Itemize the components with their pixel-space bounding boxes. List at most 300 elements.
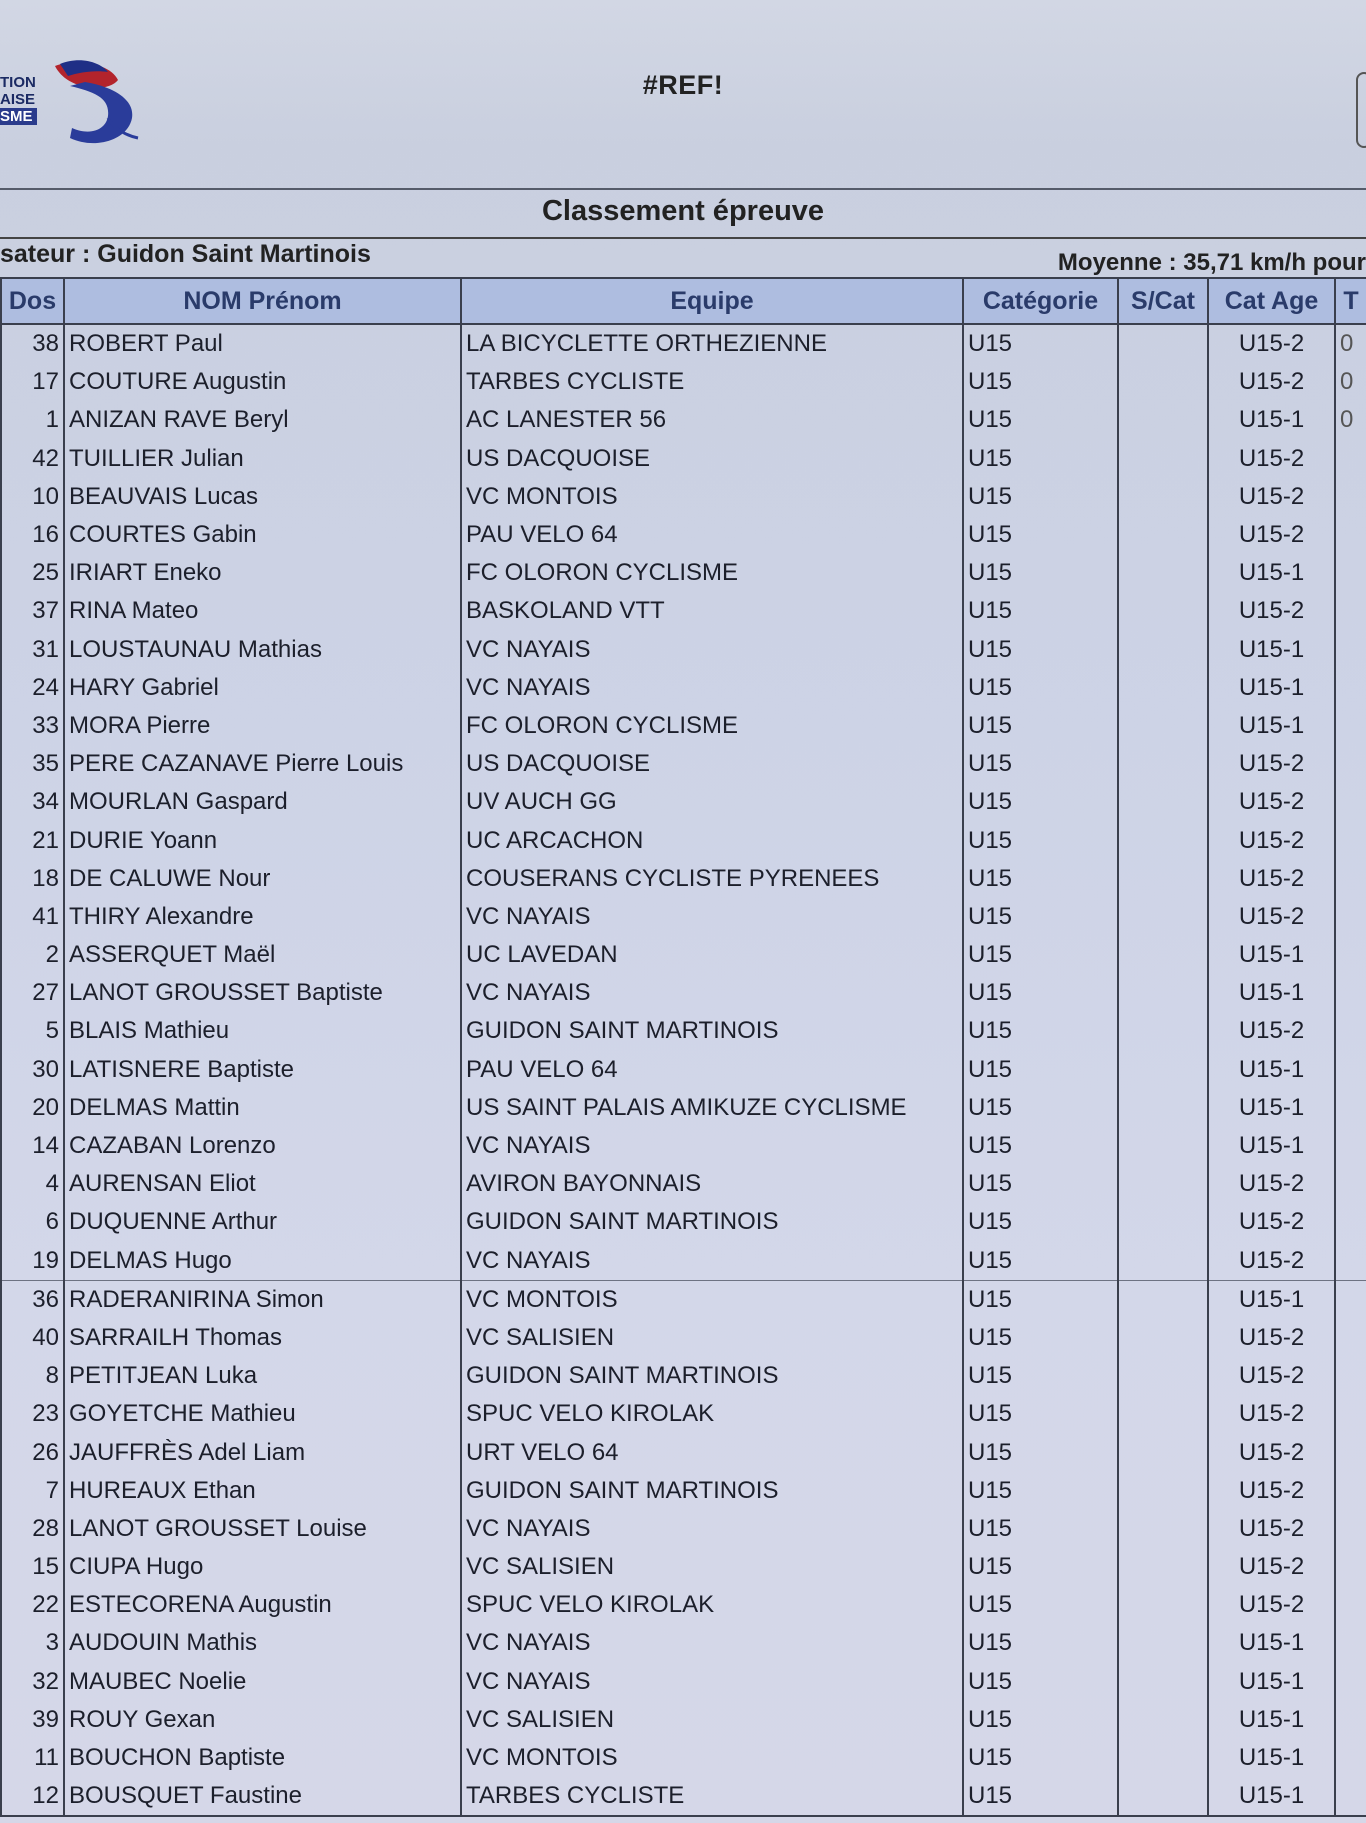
rider-name: GOYETCHE Mathieu	[64, 1395, 461, 1433]
corner-frame	[1356, 72, 1366, 148]
category: U15	[963, 783, 1118, 821]
cat-age: U15-2	[1208, 783, 1335, 821]
team-name: VC MONTOIS	[461, 478, 963, 516]
average-speed: Moyenne : 35,71 km/h pour	[1057, 249, 1366, 276]
bib-number: 21	[1, 821, 64, 859]
table-row	[1, 821, 1366, 859]
bib-number: 36	[1, 1280, 64, 1319]
rider-name: DELMAS Mattin	[64, 1089, 461, 1127]
t-value	[1335, 1624, 1366, 1662]
t-value	[1335, 974, 1366, 1012]
category: U15	[963, 898, 1118, 936]
team-name: SPUC VELO KIROLAK	[461, 1586, 963, 1624]
team-name: VC SALISIEN	[461, 1548, 963, 1586]
cat-age: U15-1	[1208, 1777, 1335, 1816]
rider-name: DELMAS Hugo	[64, 1242, 461, 1281]
category: U15	[963, 363, 1118, 401]
bib-number: 6	[1, 1203, 64, 1241]
t-value	[1335, 1319, 1366, 1357]
cat-age: U15-2	[1208, 1433, 1335, 1471]
cat-age: U15-2	[1208, 1357, 1335, 1395]
t-value	[1335, 898, 1366, 936]
bib-number: 14	[1, 1127, 64, 1165]
subcategory	[1118, 1624, 1208, 1662]
t-value	[1335, 554, 1366, 592]
subcategory	[1118, 363, 1208, 401]
t-value	[1335, 1012, 1366, 1050]
team-name: VC NAYAIS	[461, 1127, 963, 1165]
subcategory	[1118, 1280, 1208, 1319]
table-row	[1, 745, 1366, 783]
category: U15	[963, 1510, 1118, 1548]
subcategory	[1118, 1777, 1208, 1816]
subcategory	[1118, 1701, 1208, 1739]
cat-age: U15-1	[1208, 1701, 1335, 1739]
subcategory	[1118, 860, 1208, 898]
subcategory	[1118, 1089, 1208, 1127]
cat-age: U15-2	[1208, 440, 1335, 478]
table-row	[1, 1089, 1366, 1127]
cat-age: U15-1	[1208, 631, 1335, 669]
subcategory	[1118, 821, 1208, 859]
category: U15	[963, 1051, 1118, 1089]
rider-name: DE CALUWE Nour	[64, 860, 461, 898]
table-row	[1, 1319, 1366, 1357]
header-cat-age: Cat Age	[1208, 278, 1335, 324]
rider-name: BEAUVAIS Lucas	[64, 478, 461, 516]
category: U15	[963, 478, 1118, 516]
t-value	[1335, 440, 1366, 478]
subcategory	[1118, 1548, 1208, 1586]
subcategory	[1118, 783, 1208, 821]
rider-name: BOUCHON Baptiste	[64, 1739, 461, 1777]
team-name: UC ARCACHON	[461, 821, 963, 859]
bib-number: 27	[1, 974, 64, 1012]
table-row	[1, 554, 1366, 592]
cat-age: U15-2	[1208, 1203, 1335, 1241]
category: U15	[963, 936, 1118, 974]
rider-name: CIUPA Hugo	[64, 1548, 461, 1586]
table-row	[1, 860, 1366, 898]
t-value	[1335, 516, 1366, 554]
cat-age: U15-1	[1208, 1739, 1335, 1777]
cat-age: U15-2	[1208, 478, 1335, 516]
subcategory	[1118, 1663, 1208, 1701]
divider-title	[0, 237, 1366, 239]
subcategory	[1118, 1395, 1208, 1433]
table-row	[1, 1548, 1366, 1586]
team-name: VC NAYAIS	[461, 1663, 963, 1701]
subcategory	[1118, 745, 1208, 783]
subcategory	[1118, 1242, 1208, 1281]
team-name: URT VELO 64	[461, 1433, 963, 1471]
t-value	[1335, 1548, 1366, 1586]
bib-number: 16	[1, 516, 64, 554]
cat-age: U15-2	[1208, 1586, 1335, 1624]
rider-name: DUQUENNE Arthur	[64, 1203, 461, 1241]
cat-age: U15-1	[1208, 1051, 1335, 1089]
bib-number: 38	[1, 324, 64, 363]
subcategory	[1118, 1472, 1208, 1510]
category: U15	[963, 1280, 1118, 1319]
table-row	[1, 898, 1366, 936]
logo-line-1: TION	[0, 74, 36, 91]
t-value: 0	[1335, 324, 1366, 363]
category: U15	[963, 745, 1118, 783]
t-value	[1335, 821, 1366, 859]
rider-name: LANOT GROUSSET Baptiste	[64, 974, 461, 1012]
cat-age: U15-1	[1208, 1663, 1335, 1701]
bib-number: 24	[1, 669, 64, 707]
ref-error-title: #REF!	[642, 70, 724, 100]
category: U15	[963, 1395, 1118, 1433]
team-name: VC NAYAIS	[461, 974, 963, 1012]
cat-age: U15-1	[1208, 401, 1335, 439]
subcategory	[1118, 1012, 1208, 1050]
team-name: FC OLORON CYCLISME	[461, 707, 963, 745]
table-row	[1, 783, 1366, 821]
rider-name: MOURLAN Gaspard	[64, 783, 461, 821]
category: U15	[963, 1165, 1118, 1203]
team-name: TARBES CYCLISTE	[461, 1777, 963, 1816]
cat-age: U15-2	[1208, 324, 1335, 363]
team-name: VC NAYAIS	[461, 669, 963, 707]
table-row	[1, 936, 1366, 974]
rider-name: MORA Pierre	[64, 707, 461, 745]
bib-number: 39	[1, 1701, 64, 1739]
table-row	[1, 1510, 1366, 1548]
category: U15	[963, 974, 1118, 1012]
rider-name: ANIZAN RAVE Beryl	[64, 401, 461, 439]
t-value	[1335, 1165, 1366, 1203]
subcategory	[1118, 974, 1208, 1012]
bib-number: 41	[1, 898, 64, 936]
bib-number: 20	[1, 1089, 64, 1127]
bib-number: 37	[1, 592, 64, 630]
t-value	[1335, 860, 1366, 898]
bib-number: 15	[1, 1548, 64, 1586]
team-name: VC NAYAIS	[461, 898, 963, 936]
rider-name: AURENSAN Eliot	[64, 1165, 461, 1203]
divider-top	[0, 188, 1366, 190]
subcategory	[1118, 516, 1208, 554]
bib-number: 40	[1, 1319, 64, 1357]
rider-name: LANOT GROUSSET Louise	[64, 1510, 461, 1548]
cat-age: U15-2	[1208, 592, 1335, 630]
category: U15	[963, 1663, 1118, 1701]
t-value	[1335, 1203, 1366, 1241]
cat-age: U15-1	[1208, 1127, 1335, 1165]
cat-age: U15-1	[1208, 707, 1335, 745]
subcategory	[1118, 707, 1208, 745]
category: U15	[963, 821, 1118, 859]
team-name: VC SALISIEN	[461, 1701, 963, 1739]
subcategory	[1118, 1051, 1208, 1089]
subcategory	[1118, 1510, 1208, 1548]
t-value	[1335, 1472, 1366, 1510]
bib-number: 17	[1, 363, 64, 401]
rider-name: HARY Gabriel	[64, 669, 461, 707]
t-value: 0	[1335, 401, 1366, 439]
category: U15	[963, 1548, 1118, 1586]
bib-number: 3	[1, 1624, 64, 1662]
category: U15	[963, 401, 1118, 439]
team-name: AC LANESTER 56	[461, 401, 963, 439]
bib-number: 33	[1, 707, 64, 745]
header-category: Catégorie	[963, 278, 1118, 324]
rider-name: RINA Mateo	[64, 592, 461, 630]
cat-age: U15-2	[1208, 363, 1335, 401]
team-name: VC NAYAIS	[461, 631, 963, 669]
t-value	[1335, 1127, 1366, 1165]
category: U15	[963, 1242, 1118, 1281]
cat-age: U15-2	[1208, 1548, 1335, 1586]
subcategory	[1118, 554, 1208, 592]
team-name: VC MONTOIS	[461, 1280, 963, 1319]
table-row	[1, 1165, 1366, 1203]
subcategory	[1118, 324, 1208, 363]
team-name: VC SALISIEN	[461, 1319, 963, 1357]
table-row	[1, 1433, 1366, 1471]
category: U15	[963, 860, 1118, 898]
table-row	[1, 1777, 1366, 1816]
cat-age: U15-2	[1208, 1510, 1335, 1548]
cat-age: U15-2	[1208, 898, 1335, 936]
bib-number: 34	[1, 783, 64, 821]
t-value	[1335, 1701, 1366, 1739]
subcategory	[1118, 440, 1208, 478]
table-row	[1, 1586, 1366, 1624]
team-name: VC MONTOIS	[461, 1739, 963, 1777]
category: U15	[963, 1739, 1118, 1777]
category: U15	[963, 324, 1118, 363]
bib-number: 19	[1, 1242, 64, 1281]
table-row	[1, 1242, 1366, 1281]
t-value	[1335, 1395, 1366, 1433]
table-row	[1, 401, 1366, 439]
rider-name: COURTES Gabin	[64, 516, 461, 554]
rider-name: HUREAUX Ethan	[64, 1472, 461, 1510]
rider-name: COUTURE Augustin	[64, 363, 461, 401]
table-row	[1, 440, 1366, 478]
subcategory	[1118, 592, 1208, 630]
subcategory	[1118, 936, 1208, 974]
rider-name: JAUFFRÈS Adel Liam	[64, 1433, 461, 1471]
rider-name: ASSERQUET Maël	[64, 936, 461, 974]
team-name: US DACQUOISE	[461, 440, 963, 478]
t-value	[1335, 1357, 1366, 1395]
category: U15	[963, 1127, 1118, 1165]
subcategory	[1118, 1319, 1208, 1357]
team-name: VC NAYAIS	[461, 1242, 963, 1281]
rider-name: PETITJEAN Luka	[64, 1357, 461, 1395]
team-name: GUIDON SAINT MARTINOIS	[461, 1203, 963, 1241]
team-name: SPUC VELO KIROLAK	[461, 1395, 963, 1433]
bib-number: 2	[1, 936, 64, 974]
category: U15	[963, 707, 1118, 745]
table-row	[1, 516, 1366, 554]
category: U15	[963, 1777, 1118, 1816]
team-name: AVIRON BAYONNAIS	[461, 1165, 963, 1203]
rider-name: BLAIS Mathieu	[64, 1012, 461, 1050]
team-name: GUIDON SAINT MARTINOIS	[461, 1012, 963, 1050]
cat-age: U15-2	[1208, 745, 1335, 783]
category: U15	[963, 516, 1118, 554]
bib-number: 23	[1, 1395, 64, 1433]
subcategory	[1118, 1433, 1208, 1471]
table-row	[1, 1472, 1366, 1510]
cat-age: U15-1	[1208, 974, 1335, 1012]
cat-age: U15-1	[1208, 554, 1335, 592]
table-row	[1, 1739, 1366, 1777]
cat-age: U15-2	[1208, 1242, 1335, 1281]
bib-number: 32	[1, 1663, 64, 1701]
table-row	[1, 1127, 1366, 1165]
subcategory	[1118, 1165, 1208, 1203]
page-title: Classement épreuve	[541, 195, 825, 227]
team-name: UV AUCH GG	[461, 783, 963, 821]
bib-number: 22	[1, 1586, 64, 1624]
category: U15	[963, 1089, 1118, 1127]
rider-name: AUDOUIN Mathis	[64, 1624, 461, 1662]
rider-name: PERE CAZANAVE Pierre Louis	[64, 745, 461, 783]
category: U15	[963, 669, 1118, 707]
cat-age: U15-1	[1208, 1280, 1335, 1319]
team-name: US SAINT PALAIS AMIKUZE CYCLISME	[461, 1089, 963, 1127]
bib-number: 18	[1, 860, 64, 898]
team-name: PAU VELO 64	[461, 516, 963, 554]
cat-age: U15-2	[1208, 821, 1335, 859]
logo-line-3: SME	[0, 108, 37, 125]
results-table	[0, 277, 1366, 1817]
bib-number: 7	[1, 1472, 64, 1510]
cat-age: U15-1	[1208, 1624, 1335, 1662]
category: U15	[963, 1433, 1118, 1471]
rider-name: LATISNERE Baptiste	[64, 1051, 461, 1089]
rider-name: THIRY Alexandre	[64, 898, 461, 936]
team-name: BASKOLAND VTT	[461, 592, 963, 630]
rider-name: DURIE Yoann	[64, 821, 461, 859]
cat-age: U15-1	[1208, 936, 1335, 974]
t-value	[1335, 745, 1366, 783]
t-value	[1335, 1739, 1366, 1777]
t-value	[1335, 1510, 1366, 1548]
table-row	[1, 669, 1366, 707]
category: U15	[963, 1203, 1118, 1241]
t-value	[1335, 592, 1366, 630]
cat-age: U15-2	[1208, 1165, 1335, 1203]
bib-number: 25	[1, 554, 64, 592]
t-value	[1335, 1280, 1366, 1319]
t-value: 0	[1335, 363, 1366, 401]
table-row	[1, 1395, 1366, 1433]
bib-number: 28	[1, 1510, 64, 1548]
team-name: VC NAYAIS	[461, 1624, 963, 1662]
t-value	[1335, 1433, 1366, 1471]
t-value	[1335, 1051, 1366, 1089]
t-value	[1335, 1586, 1366, 1624]
category: U15	[963, 592, 1118, 630]
category: U15	[963, 1357, 1118, 1395]
table-row	[1, 1051, 1366, 1089]
team-name: PAU VELO 64	[461, 1051, 963, 1089]
cat-age: U15-2	[1208, 1319, 1335, 1357]
team-name: VC NAYAIS	[461, 1510, 963, 1548]
bib-number: 11	[1, 1739, 64, 1777]
bib-number: 5	[1, 1012, 64, 1050]
subcategory	[1118, 1127, 1208, 1165]
table-row	[1, 324, 1366, 363]
cat-age: U15-1	[1208, 669, 1335, 707]
table-row	[1, 1012, 1366, 1050]
t-value	[1335, 936, 1366, 974]
header-team: Equipe	[461, 278, 963, 324]
team-name: US DACQUOISE	[461, 745, 963, 783]
category: U15	[963, 631, 1118, 669]
rider-name: BOUSQUET Faustine	[64, 1777, 461, 1816]
table-row	[1, 1701, 1366, 1739]
t-value	[1335, 478, 1366, 516]
table-row	[1, 974, 1366, 1012]
category: U15	[963, 440, 1118, 478]
table-row	[1, 707, 1366, 745]
cat-age: U15-2	[1208, 1395, 1335, 1433]
t-value	[1335, 1663, 1366, 1701]
table-row	[1, 1203, 1366, 1241]
table-row	[1, 478, 1366, 516]
subcategory	[1118, 1357, 1208, 1395]
results-body	[1, 324, 1366, 1816]
organizer-line: sateur : Guidon Saint Martinois	[0, 240, 371, 268]
bib-number: 10	[1, 478, 64, 516]
bib-number: 8	[1, 1357, 64, 1395]
cat-age: U15-2	[1208, 1472, 1335, 1510]
table-header-row	[1, 278, 1366, 324]
t-value	[1335, 631, 1366, 669]
table-row	[1, 631, 1366, 669]
category: U15	[963, 1624, 1118, 1662]
category: U15	[963, 1586, 1118, 1624]
bib-number: 12	[1, 1777, 64, 1816]
table-row	[1, 363, 1366, 401]
team-name: GUIDON SAINT MARTINOIS	[461, 1472, 963, 1510]
subcategory	[1118, 631, 1208, 669]
rider-name: SARRAILH Thomas	[64, 1319, 461, 1357]
bib-number: 35	[1, 745, 64, 783]
subcategory	[1118, 401, 1208, 439]
team-name: COUSERANS CYCLISTE PYRENEES	[461, 860, 963, 898]
cat-age: U15-2	[1208, 860, 1335, 898]
subcategory	[1118, 898, 1208, 936]
t-value	[1335, 1777, 1366, 1816]
subcategory	[1118, 1203, 1208, 1241]
rider-name: TUILLIER Julian	[64, 440, 461, 478]
cat-age: U15-2	[1208, 516, 1335, 554]
rider-name: ROUY Gexan	[64, 1701, 461, 1739]
subcategory	[1118, 478, 1208, 516]
category: U15	[963, 554, 1118, 592]
rider-name: LOUSTAUNAU Mathias	[64, 631, 461, 669]
subcategory	[1118, 669, 1208, 707]
team-name: UC LAVEDAN	[461, 936, 963, 974]
bib-number: 1	[1, 401, 64, 439]
t-value	[1335, 1089, 1366, 1127]
subcategory	[1118, 1739, 1208, 1777]
rider-name: ROBERT Paul	[64, 324, 461, 363]
header-subcategory: S/Cat	[1118, 278, 1208, 324]
cat-age: U15-2	[1208, 1012, 1335, 1050]
subcategory	[1118, 1586, 1208, 1624]
